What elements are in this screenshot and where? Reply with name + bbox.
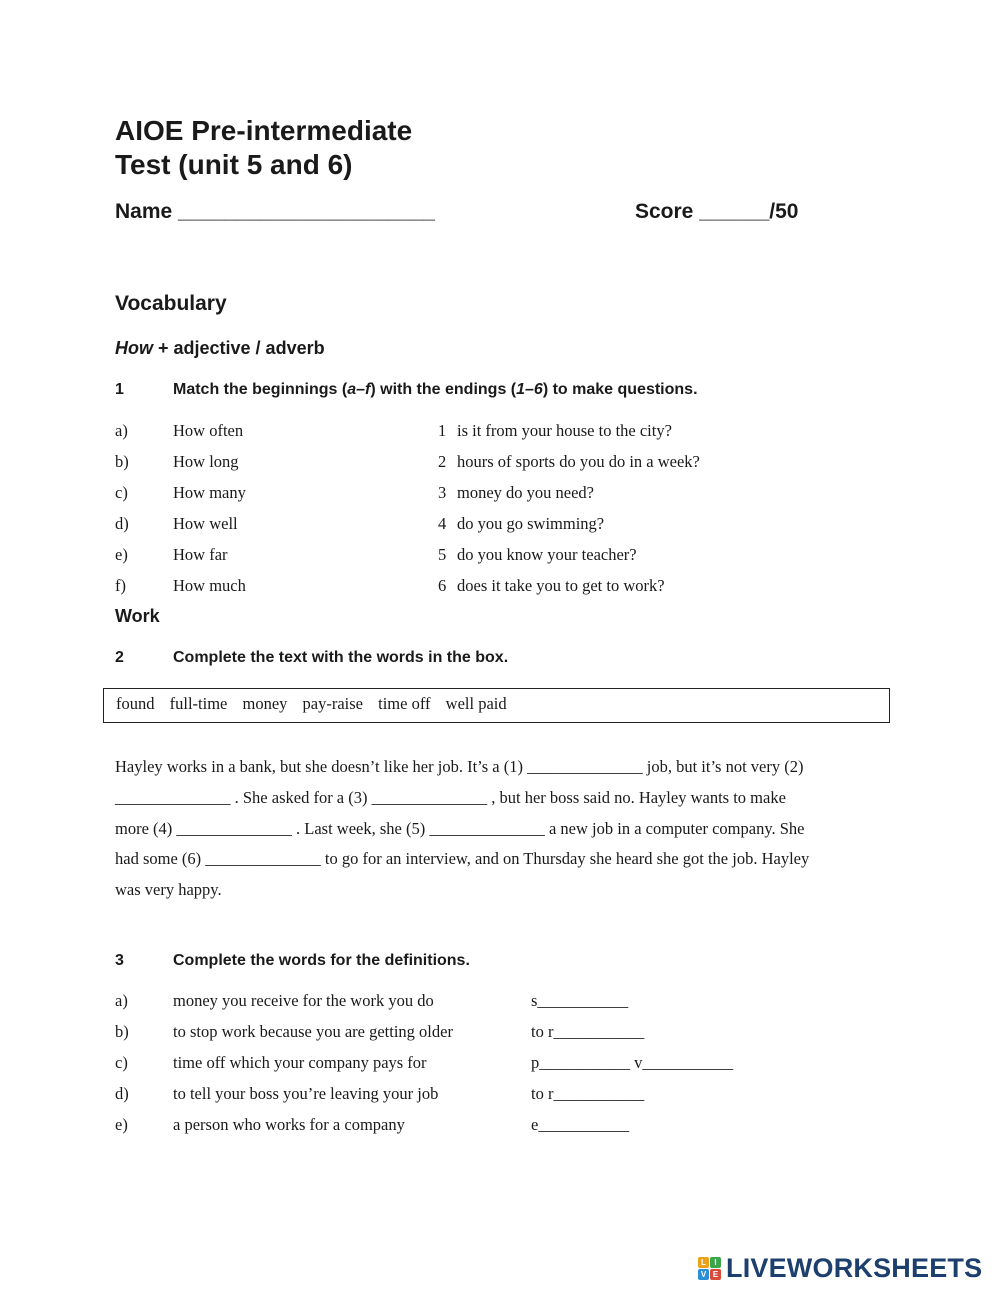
word-box-item: money bbox=[242, 694, 288, 713]
q1-number: 1 bbox=[115, 381, 124, 398]
q3-number: 3 bbox=[115, 952, 124, 969]
q1-row-ending: does it take you to get to work? bbox=[457, 576, 665, 595]
word-box-item: full-time bbox=[169, 694, 228, 713]
q1-row-ending: do you go swimming? bbox=[457, 514, 605, 533]
logo-tile: I bbox=[710, 1257, 721, 1268]
q3-row-letter: e) bbox=[115, 1115, 128, 1134]
q1-row-letter: c) bbox=[115, 483, 128, 502]
q3-row-definition: time off which your company pays for bbox=[173, 1053, 427, 1072]
q3-row-answer: s___________ bbox=[531, 991, 629, 1010]
q1-row-beginning: How well bbox=[173, 514, 238, 533]
q1-row-beginning: How often bbox=[173, 421, 244, 440]
gap-fill-paragraph bbox=[115, 752, 890, 906]
liveworksheets-logo bbox=[698, 1253, 982, 1284]
q1-row-beginning: How far bbox=[173, 545, 228, 564]
section-heading-vocabulary: Vocabulary bbox=[115, 292, 227, 315]
q1-row-end-number: 6 bbox=[438, 576, 447, 595]
subheading-how-adjective bbox=[115, 338, 325, 359]
q2-instruction: Complete the text with the words in the box. bbox=[173, 649, 509, 666]
logo-text: LIVEWORKSHEETS bbox=[726, 1253, 983, 1283]
q1-instr-part: Match the beginnings ( bbox=[173, 381, 348, 398]
logo-tile: L bbox=[698, 1257, 709, 1268]
paragraph-line: had some (6) ______________ to go for an interview, and on Thursday she heard she got the job. Hayley bbox=[115, 849, 810, 869]
q1-row-ending: hours of sports do you do in a week? bbox=[457, 452, 700, 471]
q3-row-answer: to r___________ bbox=[531, 1022, 645, 1041]
q1-row-beginning: How much bbox=[173, 576, 246, 595]
paragraph-line: Hayley works in a bank, but she doesn’t like her job. It’s a (1) ______________ job, but it’s not very (2) bbox=[115, 757, 804, 776]
name-field: Name ______________________ bbox=[115, 200, 435, 223]
q1-instr-part: ) with the endings ( bbox=[370, 381, 517, 398]
q1-row-end-number: 4 bbox=[438, 514, 447, 533]
paragraph-line: more (4) ______________ . Last week, she (5) ______________ a new job in a computer company. She bbox=[115, 818, 805, 838]
word-box-item: well paid bbox=[445, 694, 507, 713]
q3-instruction: Complete the words for the definitions. bbox=[173, 952, 470, 969]
q1-row-end-number: 5 bbox=[438, 545, 447, 564]
q2-number: 2 bbox=[115, 649, 124, 666]
subheading-how: How bbox=[115, 338, 153, 358]
q1-row-letter: e) bbox=[115, 545, 128, 564]
q1-instruction bbox=[173, 381, 698, 399]
q1-row-letter: d) bbox=[115, 514, 129, 533]
word-box-item: time off bbox=[378, 694, 431, 713]
logo-tile: V bbox=[698, 1269, 709, 1280]
q3-row-letter: b) bbox=[115, 1022, 129, 1041]
q1-instr-part: ) to make questions. bbox=[542, 381, 698, 398]
word-box-list bbox=[116, 694, 518, 714]
q1-row-end-number: 3 bbox=[438, 483, 447, 502]
logo-tiles-icon bbox=[698, 1257, 721, 1280]
q1-row-letter: f) bbox=[115, 576, 126, 595]
q1-row-letter: b) bbox=[115, 452, 129, 471]
q1-row-beginning: How many bbox=[173, 483, 246, 502]
q3-row-answer: p___________ v___________ bbox=[531, 1053, 734, 1072]
section-heading-work: Work bbox=[115, 606, 160, 626]
q3-row-letter: c) bbox=[115, 1053, 128, 1072]
q1-row-beginning: How long bbox=[173, 452, 239, 471]
q3-row-answer: e___________ bbox=[531, 1115, 630, 1134]
word-box-item: pay-raise bbox=[302, 694, 363, 713]
q3-row-definition: a person who works for a company bbox=[173, 1115, 405, 1134]
score-field: Score ______/50 bbox=[635, 200, 799, 223]
subheading-rest: + adjective / adverb bbox=[153, 338, 325, 358]
q3-row-definition: to tell your boss you’re leaving your job bbox=[173, 1084, 439, 1103]
page-title-line1: AIOE Pre-intermediate bbox=[115, 115, 413, 146]
q1-row-ending: money do you need? bbox=[457, 483, 595, 502]
q1-instr-letters: a–f bbox=[347, 381, 371, 398]
logo-tile: E bbox=[710, 1269, 721, 1280]
q3-row-letter: d) bbox=[115, 1084, 129, 1103]
q3-row-definition: to stop work because you are getting older bbox=[173, 1022, 453, 1041]
q1-row-end-number: 2 bbox=[438, 452, 447, 471]
paragraph-line: ______________ . She asked for a (3) ______________ , but her boss said no. Hayley wants to make bbox=[115, 787, 786, 807]
word-box-item: found bbox=[116, 694, 155, 713]
q1-row-ending: is it from your house to the city? bbox=[457, 421, 672, 440]
q3-row-letter: a) bbox=[115, 991, 128, 1010]
page-title-line2: Test (unit 5 and 6) bbox=[115, 149, 353, 180]
q1-row-ending: do you know your teacher? bbox=[457, 545, 637, 564]
q1-row-letter: a) bbox=[115, 421, 128, 440]
paragraph-line: was very happy. bbox=[115, 880, 222, 900]
q3-row-answer: to r___________ bbox=[531, 1084, 645, 1103]
word-box bbox=[103, 688, 890, 723]
q1-instr-numbers: 1–6 bbox=[516, 381, 543, 398]
q1-row-end-number: 1 bbox=[438, 421, 447, 440]
q3-row-definition: money you receive for the work you do bbox=[173, 991, 434, 1010]
